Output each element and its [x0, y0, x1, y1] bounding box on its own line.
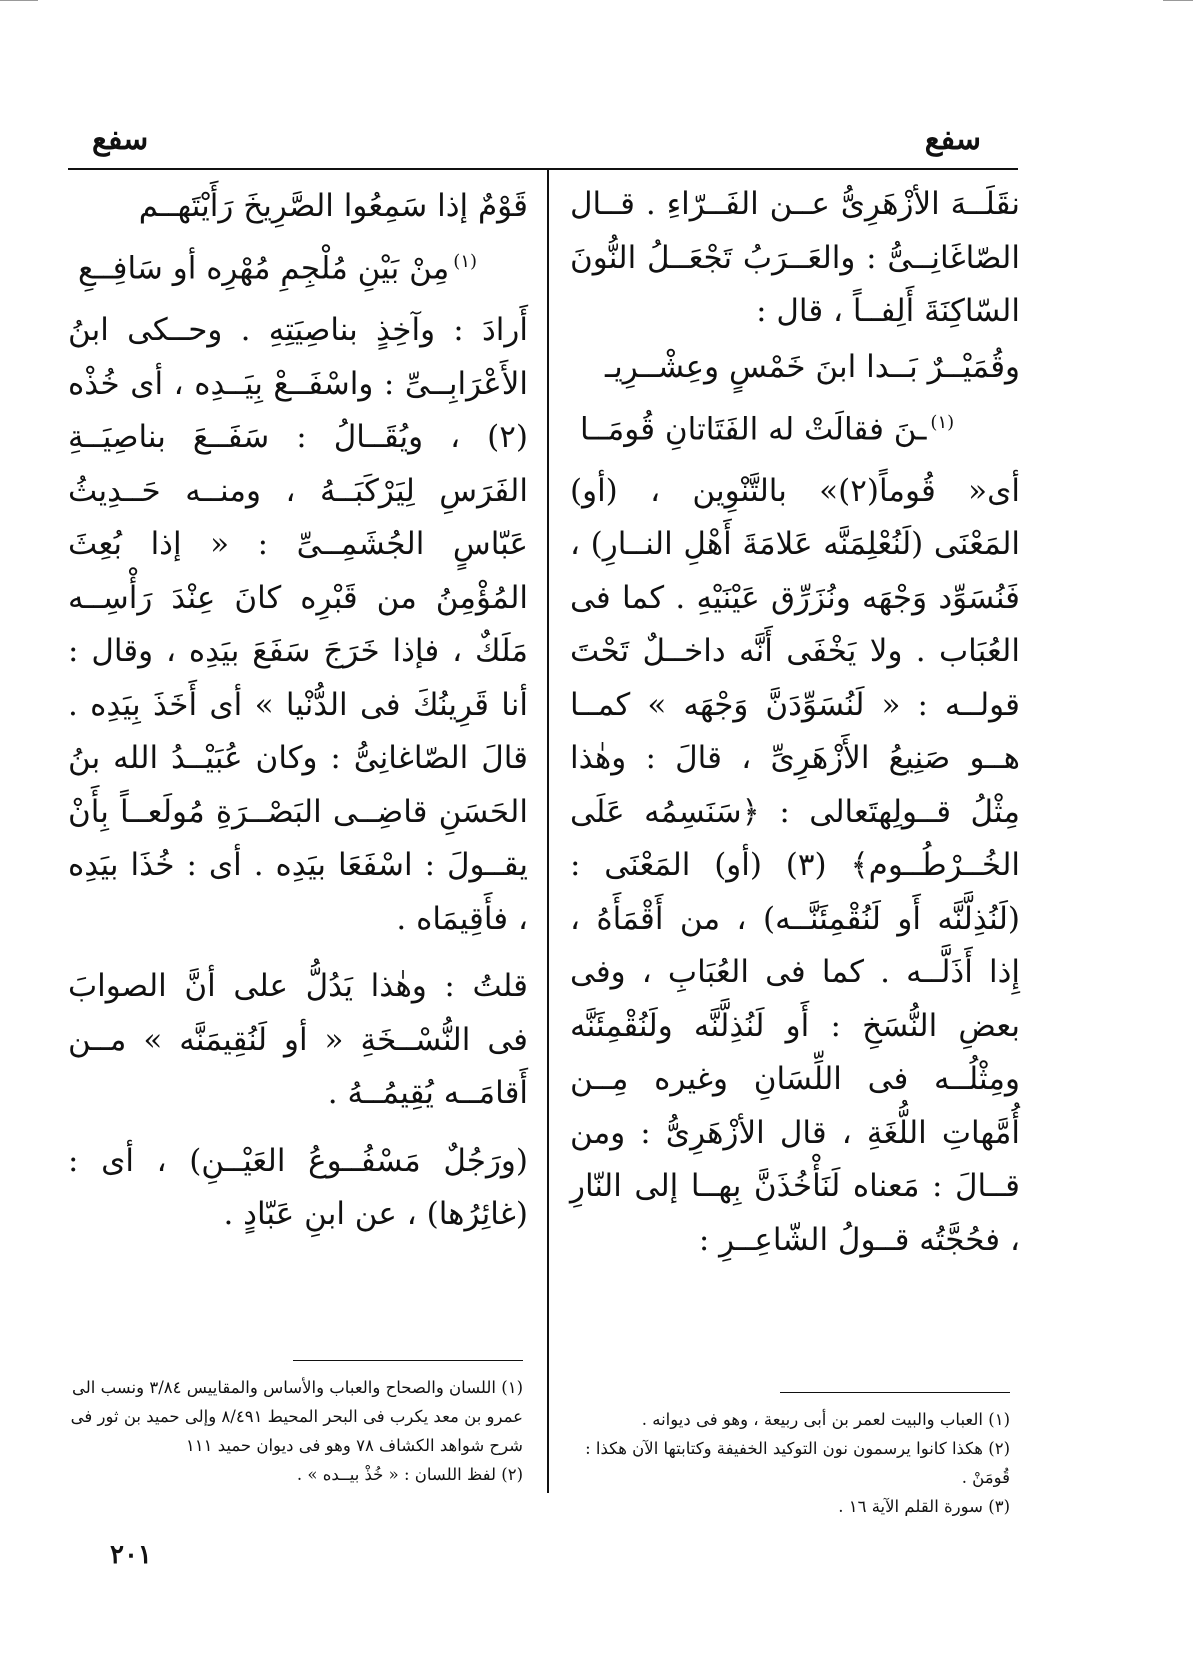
scan-edge-mark: [0, 0, 38, 1]
right-verse-line-1: وقُمَيْــرٌ بَــدا ابنَ خَمْسٍ وعِشْــرِيـ: [605, 348, 1020, 385]
footnote-rule: [780, 1392, 1010, 1393]
running-head-right: سفع: [924, 122, 981, 157]
footnote-ref: (١): [453, 251, 478, 272]
right-verse-line-2: $^{(١)}$ـنَ فقالَتْ له الفَتَاتانِ قُومَــا: [580, 410, 955, 447]
footnote: (٣) سورة القلم الآية ١٦ .: [838, 1497, 1010, 1516]
left-paragraph-3: (ورَجُلٌ مَسْفُــوعُ العَيْــنِ) ، أى : (غائِرُها) ، عن ابنِ عَبّادٍ .: [68, 1142, 528, 1233]
left-paragraph-2: قلتُ : وهٰذا يَدُلُّ على أنَّ الصوابَ فى النُّسْــخَةِ « أو لَنُقِيمَنَّه » مــن أَقامَــه يُقِيمُــهُ .: [68, 968, 528, 1112]
footnote: (٢) هكذا كانوا يرسمون نون التوكيد الخفيفة وكتابتها الآن هكذا : قُومَنْ .: [585, 1439, 1010, 1487]
footnote: (١) العباب والبيت لعمر بن أبى ربيعة ، وهو فى ديوانه .: [641, 1410, 1010, 1429]
footnote-rule: [293, 1360, 523, 1361]
footnote-ref: (١): [930, 411, 955, 433]
left-paragraph-1: أَرادَ : وآخِذٍ بناصِيَتِهِ . وحــكى ابنُ الأَعْرَابِــىِّ : واسْفَــعْ بِيَــدِه ، أى خُذْه (٢) ، ويُقَــالُ : سَفَــعَ بناصِيَــةِ الفَرَسِ لِيَرْكَبَــهُ ، ومنــه حَــدِيثُ عَبّاسٍ الجُشَمِــىِّ : « إذا بُعِثَ المُؤْمِنُ من قَبْرِه كانَ عِنْدَ رَأْسِــه مَلَكٌ ، فإذا خَرَجَ سَفَعَ بيَدِه ، وقال : أنا قَرِينُكَ فى الدُّنْيا » أى أَخَذَ بِيَدِه . قالَ الصّاغانِىُّ : وكان عُبَيْــدُ الله بنُ الحَسَنِ قاضِــى البَصْــرَةِ مُولَعــاً بِأَنْ يقــولَ : اسْفَعَا بيَدِه . أى : خُذَا بيَدِه ، فأَقِيمَاه .: [68, 312, 528, 937]
footnote: (٢) لفظ اللسان : « خُذْ بيــده » .: [296, 1465, 523, 1484]
footnotes-right: [570, 1382, 1010, 1521]
column-divider: [547, 168, 549, 1493]
right-verse: [570, 339, 1020, 457]
left-column: [68, 178, 528, 1242]
running-head-left: سفع: [92, 122, 149, 157]
right-paragraph-2: أى« قُوماً(٢)» بالتَّنْوِين ، (أو) المَعْنَى (لَنُعْلِمَنَّه عَلامَةَ أَهْلِ النــارِ) ، فَنُسَوِّد وَجْهَه ونُزَرِّق عَيْنَيْهِ . كما فى العُبَاب . ولا يَخْفَى أَنَّه داخــلٌ تَحْتَ قولــه : « لَنُسَوِّدَنَّ وَجْهَه » كمــا هــو صَنِيعُ الأَزْهَرِىِّ ، قالَ : وهٰذا مِثْلُ قــولِهتَعالى : ﴿سَنَسِمُه عَلَى الخُــرْطُــوم﴾ (٣) (أو) المَعْنَى : (لَنُذِلَّنَّه أَو لَنُقْمِئَنَّــه) ، من أَقْمَأَهُ ، إِذا أَذَلَّــه . كما فى العُبَابِ ، وفى بعضِ النُّسَخِ : أَو لَنُذِلَّنَّه ولَنُقْمِئَنَّه ومِثْلُــه فى اللِّسَانِ وغيره مِــن أُمَّهاتِ اللُّغَةِ ، قال الأزْهَرِىُّ : ومن قــالَ : مَعناه لَنَأْخُذَنَّ بِهــا إلى النّارِ ، فحُجَّتُه قــولُ الشّاعِــرِ :: [570, 472, 1021, 1258]
footnotes-left: [68, 1350, 523, 1489]
left-verse: [68, 178, 528, 296]
right-column: [570, 178, 1020, 1267]
header-rule: [68, 168, 1018, 170]
left-verse-line-2: $^{(١)}$مِنْ بَيْنِ مُلْجِمِ مُهْرِه أو سَافِــعِ: [78, 250, 478, 287]
right-paragraph-1: نقَلَــهَ الأزْهَرِىُّ عــن الفَــرّاءِ . قــال الصّاغَانِــىُّ : والعَــرَبُ تَجْعَــلُ النُّونَ السّاكِنَةَ أَلِفــاً ، قال :: [570, 186, 1020, 329]
scan-edge-mark: [1163, 0, 1193, 1]
footnote: (١) اللسان والصحاح والعباب والأساس والمقاييس ٣/٨٤ ونسب الى عمرو بن معد يكرب فى البحر المحيط ٨/٤٩١ وإلى حميد بن ثور فى شرح شواهد الكشاف ٧٨ وهو فى ديوان حميد ١١١: [70, 1378, 523, 1455]
left-verse-line-1: قَوْمٌ إذا سَمِعُوا الصَّرِيخَ رَأَيْتَهــم: [138, 188, 528, 224]
page-number: ٢٠١: [110, 1540, 152, 1570]
